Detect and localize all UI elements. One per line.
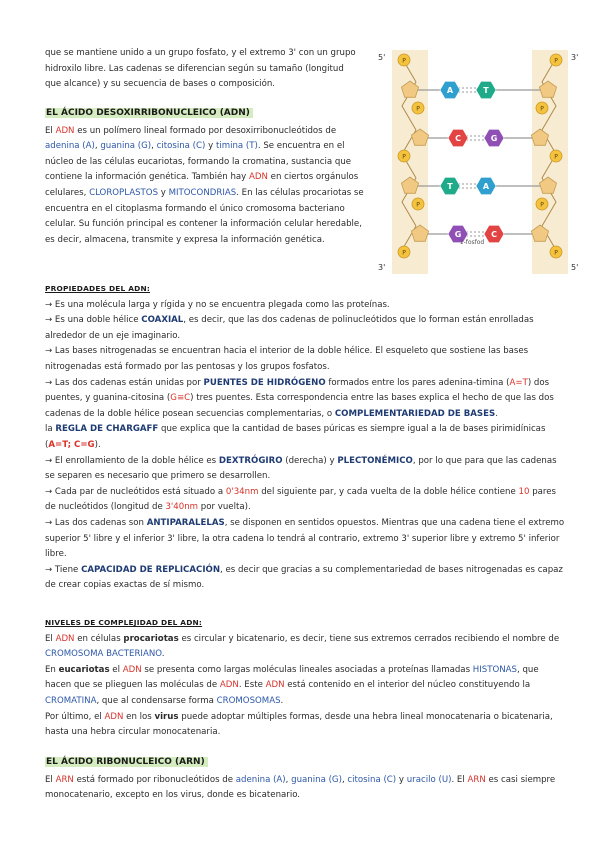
text-fragment: . Se encuentra en el núcleo de las células eucariotas, formando la cromatina, sustancia que contiene la información genética. También hay [45,141,352,183]
dna-figure [372,48,582,276]
properties-heading: PROPIEDADES DEL ADN: [45,284,151,293]
text-fragment: → Tiene [45,564,82,575]
text-fragment: El [45,633,56,644]
term-guanina: guanina (G) [100,141,152,152]
phosphate-label: P [554,153,558,161]
text-fragment: del siguiente par, y cada vuelta de la doble hélice contiene [258,486,519,497]
term-arn: ARN [467,774,486,785]
text-fragment: está contenido en el interior del núcleo constituyendo la [284,680,531,691]
text-fragment: , que hacen que se plieguen las moléculas de [45,664,539,691]
term-cloroplastos: CLOROPLASTOS [89,187,159,198]
phosphate-label: P [402,57,406,65]
text-fragment: . [280,695,284,706]
value-distance: 0'34nm [225,486,259,497]
intro-line: hidroxilo libre. Las cadenas se diferencian según su tamaño (longitud [45,63,344,74]
base-letter: T [483,86,489,95]
term-cromatina: CROMATINA [45,695,97,706]
base-letter: A [482,182,490,191]
text-fragment: , se disponen en sentidos opuestos. Mientras que una cadena tiene el extremo superior 5' libre y el inferior 3' libre, la otra cadena lo tendrá al contrario, extremo 3' superior libre y extremo 5' inferior libre. [45,517,565,560]
property-item [45,422,565,453]
levels-heading: NIVELES DE COMPLEJIDAD DEL ADN: [45,618,203,627]
properties-section [45,281,565,594]
phosphate-label: P [554,249,558,257]
arn-paragraph [45,773,565,804]
value-pairs: 10 [518,486,530,497]
base-letter: T [447,182,453,191]
phosphate-label: P [540,201,544,209]
text-fragment: Por último, el [45,711,105,722]
text-fragment: el [109,664,123,675]
text-fragment: En [45,664,59,675]
property-item [45,563,565,594]
base-letter: G [454,230,462,239]
text-fragment: ) tres puentes. Esta correspondencia entre las bases explica el hecho de que las dos cadenas de la doble hélice posean secuencias complementarias, o [45,393,554,419]
text-fragment: es circular y bicatenario, es decir, tiene sus extremos cerrados recibiendo el nombre de [178,633,560,644]
text-fragment: y [205,141,216,152]
term-timina: timina (T) [215,141,258,152]
text-fragment: → Cada par de nucleótidos está situado a [45,486,226,497]
term-citosina: citosina (C) [156,141,206,152]
pair-gc: G≡C [170,393,191,404]
text-fragment: → Las dos cadenas están unidas por [45,377,204,388]
term-antiparalelas: ANTIPARALELAS [146,517,225,528]
levels-paragraph [45,632,565,663]
property-item [45,454,565,485]
property-item [45,516,565,563]
intro-line: que se mantiene unido a un grupo fosfato, y el extremo 3' con un grupo [45,48,356,58]
term-adn: ADN [219,680,239,691]
term-mitocondrias: MITOCONDRIAS [168,187,237,198]
term-eucariotas: eucariotas [58,664,110,675]
text-fragment: El [45,125,56,136]
arn-section [45,755,565,804]
term-virus: virus [154,711,179,722]
text-fragment: , [94,141,101,152]
text-fragment: , [151,141,157,152]
arn-heading: EL ÁCIDO RIBONUCLEICO (ARN) [45,757,208,767]
term-arn: ARN [55,774,74,785]
text-fragment: y [158,187,169,198]
text-fragment: la [45,424,56,435]
term-guanina: guanina (G) [291,774,342,785]
pair-at: A=T [509,377,528,388]
text-fragment: en células [74,633,124,644]
text-fragment: . El [451,774,468,785]
text-fragment: ). [94,439,101,450]
text-fragment: en ciertos orgánulos celulares, [45,172,359,198]
text-fragment: está formado por ribonucleótidos de [73,774,236,785]
text-fragment: y [396,774,407,785]
term-adn: ADN [55,633,75,644]
text-fragment: formados entre los pares adenina-timina ( [325,377,510,388]
term-adenina: adenina (A) [235,774,286,785]
term-regla-chargaff: REGLA DE CHARGAFF [55,424,159,435]
term-adn: ADN [249,172,268,183]
text-fragment: → El enrollamiento de la doble hélice es [45,455,219,466]
text-fragment: , [341,774,348,785]
term-cromosomas: CROMOSOMAS [216,695,281,706]
term-adn: ADN [122,664,142,675]
label-3-bottom-left: 3' [378,263,386,272]
term-capacidad-replicacion: CAPACIDAD DE REPLICACIÓN [81,564,221,575]
text-fragment: , [285,774,292,785]
text-fragment: es un polímero lineal formado por desoxirribonucleótidos de [74,125,337,136]
term-plectonemico: PLECTONÉMICO [337,455,413,466]
term-puentes-hidrogeno: PUENTES DE HIDRÓGENO [203,377,326,388]
label-5-bottom-right: 5' [571,263,579,272]
label-5-top-left: 5' [378,53,386,62]
term-dextrogiro: DEXTRÓGIRO [218,455,283,466]
property-item [45,485,565,516]
text-fragment: → Es una doble hélice [45,315,142,326]
base-letter: G [490,134,498,143]
text-fragment: , por lo que para que las cadenas se separen es necesario que primero se desarrollen. [45,455,557,482]
text-fragment: que explica que la cantidad de bases púricas es siempre igual a la de bases pirimidínicas ( [45,424,546,450]
text-fragment: pares de nucleótidos (longitud de [45,486,557,513]
text-fragment: es casi siempre monocatenario, excepto en los virus, donde es bicatenario. [45,774,556,801]
levels-paragraph [45,710,565,741]
text-fragment: ) dos puentes, y guanina-citosina ( [45,377,550,404]
phosphate-label: P [554,57,558,65]
label-3-top-right: 3' [571,53,579,62]
term-adn: ADN [104,711,124,722]
phosphate-label: P [416,105,420,113]
term-coaxial: COAXIAL [141,315,184,326]
ratio-chargaff: A=T; C=G [48,439,95,450]
value-length: 3'40nm [165,502,199,513]
text-fragment: . Este [238,680,266,691]
phosphate-label: P [402,249,406,257]
term-histonas: HISTONAS [472,664,518,675]
property-item: → Las bases nitrogenadas se encuentran hacia el interior de la doble hélice. El esqueleto que sostiene las bases nitrogenadas está formado por las pentosas y los grupos fosfatos. [45,346,529,372]
dna-double-helix-illustration [372,48,582,276]
figure-caption: 1-fosfod [459,239,485,246]
property-item [45,313,565,344]
phosphate-label: P [416,201,420,209]
text-fragment: , es decir que gracias a su complementariedad de bases nitrogenadas es capaz de crear copias exactas de sí mismo. [45,564,563,591]
term-complementariedad: COMPLEMENTARIEDAD DE BASES [334,408,496,419]
term-adn: ADN [265,680,285,691]
levels-section [45,615,565,741]
text-fragment: El [45,774,56,785]
intro-paragraph [45,46,365,93]
adn-paragraph [45,124,365,249]
term-procariotas: procariotas [123,633,179,644]
adn-heading: EL ÁCIDO DESOXIRRIBONUCLEICO (ADN) [45,108,253,118]
text-fragment: puede adoptar múltiples formas, desde una hebra lineal monocatenaria o bicatenaria, hasta una hebra circular monocatenaria. [45,711,553,738]
term-adenina: adenina (A) [45,141,95,152]
term-uracilo: uracilo (U) [406,774,452,785]
phosphate-label: P [540,105,544,113]
text-fragment: . [161,649,165,660]
intro-line: que alcance) y su secuencia de bases o composición. [45,79,276,90]
property-item: → Es una molécula larga y rígida y no se encuentra plegada como las proteínas. [45,299,390,310]
base-letter: C [455,134,461,143]
text-fragment: por vuelta). [198,502,251,513]
text-fragment: . [495,408,498,419]
property-item [45,376,565,423]
term-cromosoma-bacteriano: CROMOSOMA BACTERIANO [45,649,162,660]
text-fragment: → Las dos cadenas son [45,517,147,528]
text-fragment: en los [123,711,155,722]
text-fragment: , es decir, que las dos cadenas de polinucleótidos que lo forman están enrolladas alrededor de un eje imaginario. [45,315,534,341]
adn-section [45,106,365,248]
term-adn: ADN [55,125,75,136]
phosphate-label: P [402,153,406,161]
levels-paragraph [45,663,565,710]
text-fragment: . En las células procariotas se encuentra en el citoplasma formando el único cromosoma bacteriano celular. Su función principal es contener la información celular heredable, es decir, almacena, transmite y expresa la información genética. [45,187,364,245]
text-fragment: , que al condensarse forma [96,695,217,706]
base-letter: A [446,86,454,95]
base-letter: C [491,230,497,239]
term-citosina: citosina (C) [347,774,397,785]
text-fragment: (derecha) y [282,455,338,466]
text-fragment: se presenta como largas moléculas lineales asociadas a proteínas llamadas [141,664,473,675]
